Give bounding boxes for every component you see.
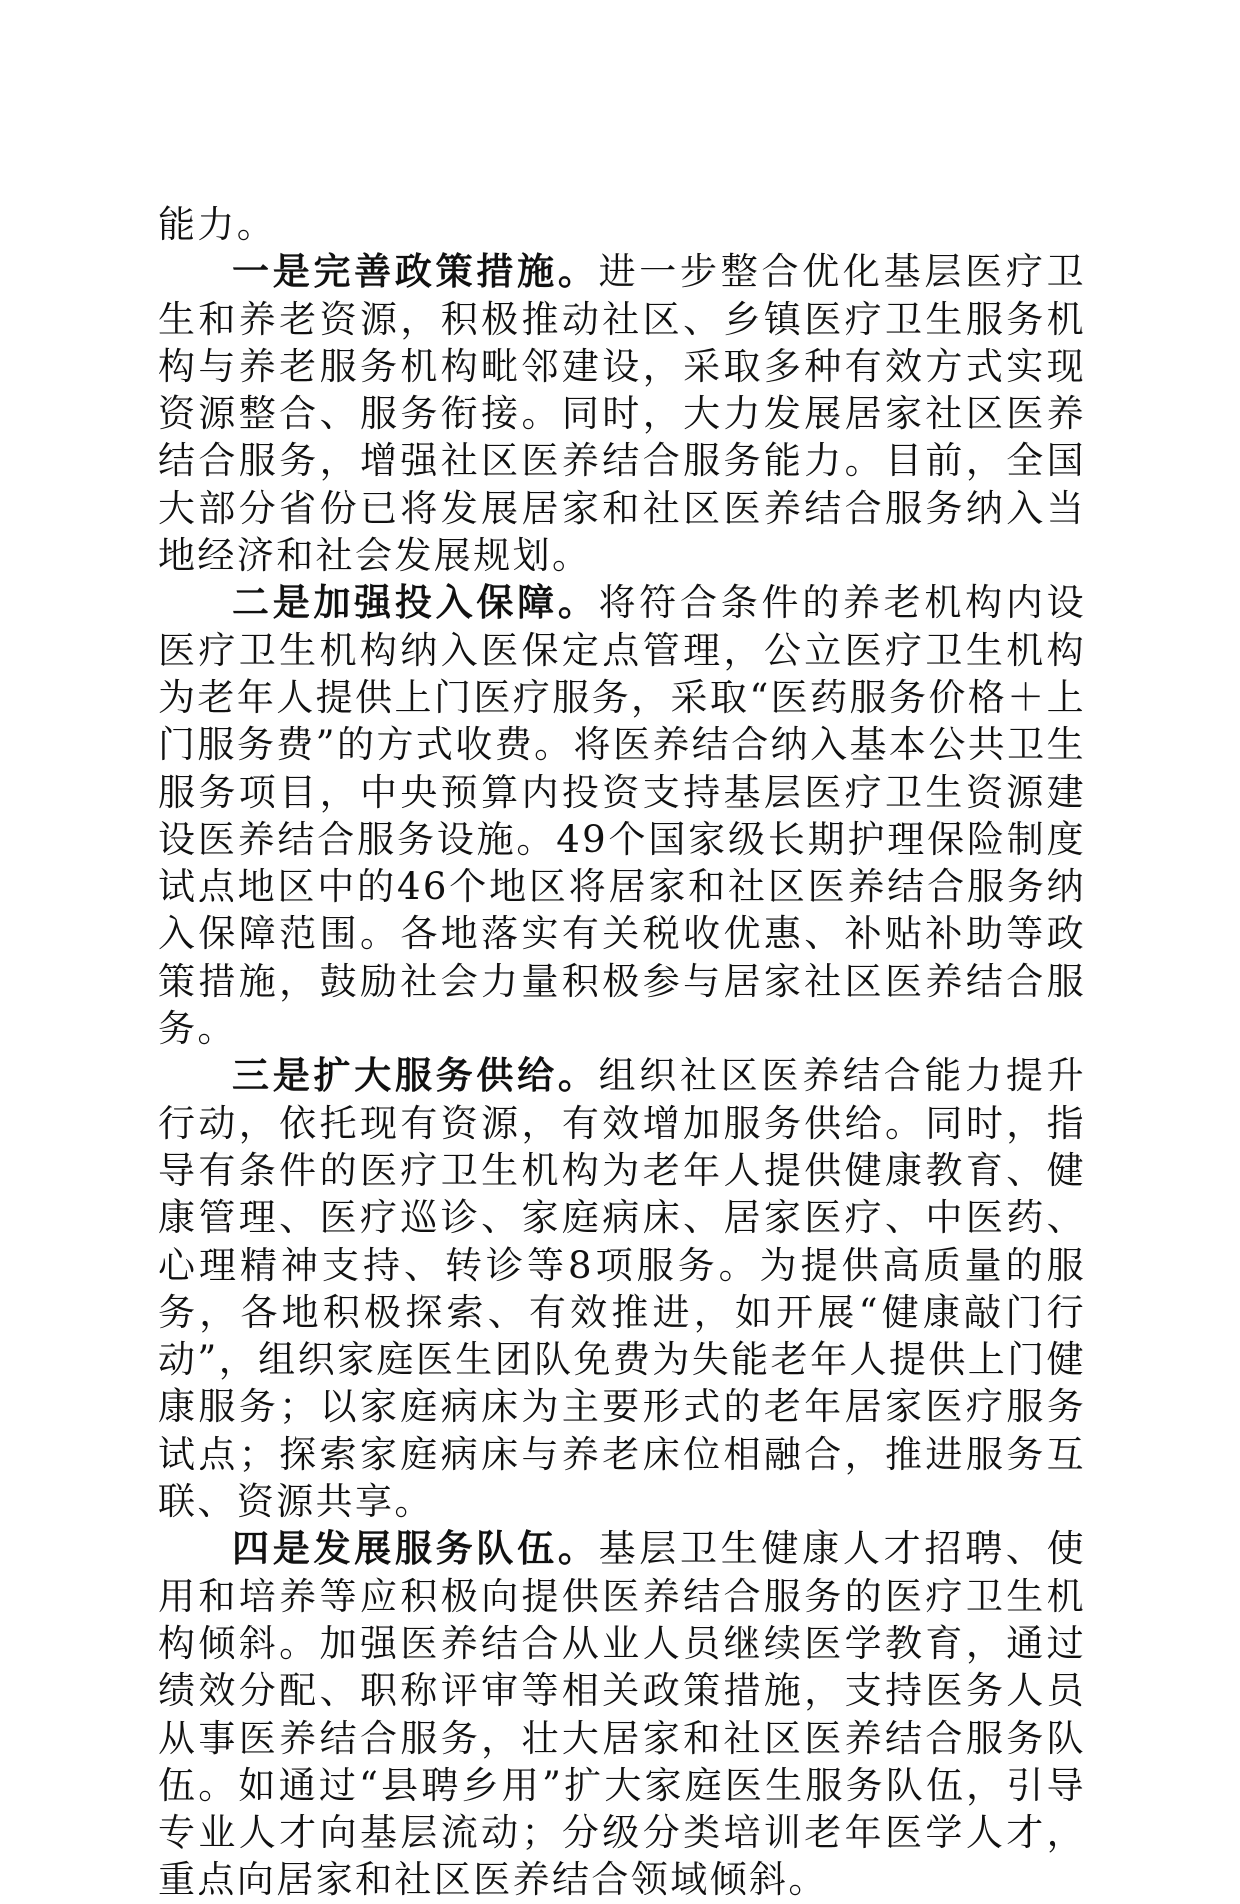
paragraph-continuation xyxy=(158,201,1086,248)
paragraph-lead-heading: 四是发展服务队伍。 xyxy=(232,1527,599,1571)
paragraph-text: 组织社区医养结合能力提升行动，依托现有资源，有效增加服务供给。同时，指导有条件的医疗卫生机构为老年人提供健康教育、健康管理、医疗巡诊、家庭病床、居家医疗、中医药、心理精神支持、转诊等8项服务。为提供高质量的服务，各地积极探索、有效推进，如开展“健康敲门行动”，组织家庭医生团队免费为失能老年人提供上门健康服务；以家庭病床为主要形式的老年居家医疗服务试点；探索家庭病床与养老床位相融合，推进服务互联、资源共享。 xyxy=(158,1054,1086,1524)
paragraph-investment-guarantee xyxy=(158,579,1086,1052)
paragraph-text: 基层卫生健康人才招聘、使用和培养等应积极向提供医养结合服务的医疗卫生机构倾斜。加强医养结合从业人员继续医学教育，通过绩效分配、职称评审等相关政策措施，支持医务人员从事医养结合服务，壮大居家和社区医养结合服务队伍。如通过“县聘乡用”扩大家庭医生服务队伍，引导专业人才向基层流动；分级分类培训老年医学人才，重点向居家和社区医养结合领域倾斜。 xyxy=(158,1527,1086,1902)
paragraph-text: 进一步整合优化基层医疗卫生和养老资源，积极推动社区、乡镇医疗卫生服务机构与养老服务机构毗邻建设，采取多种有效方式实现资源整合、服务衔接。同时，大力发展居家社区医养结合服务，增强社区医养结合服务能力。目前，全国大部分省份已将发展居家和社区医养结合服务纳入当地经济和社会发展规划。 xyxy=(158,250,1086,578)
paragraph-text: 能力。 xyxy=(158,203,277,246)
paragraph-lead-heading: 二是加强投入保障。 xyxy=(232,581,599,625)
paragraph-lead-heading: 一是完善政策措施。 xyxy=(232,250,599,294)
paragraph-policy-measures xyxy=(158,248,1086,579)
document-body xyxy=(158,201,1086,1904)
paragraph-service-supply xyxy=(158,1052,1086,1525)
paragraph-lead-heading: 三是扩大服务供给。 xyxy=(232,1054,599,1098)
paragraph-text: 将符合条件的养老机构内设医疗卫生机构纳入医保定点管理，公立医疗卫生机构为老年人提供上门医疗服务，采取“医药服务价格＋上门服务费”的方式收费。将医养结合纳入基本公共卫生服务项目，中央预算内投资支持基层医疗卫生资源建设医养结合服务设施。49个国家级长期护理保险制度试点地区中的46个地区将居家和社区医养结合服务纳入保障范围。各地落实有关税收优惠、补贴补助等政策措施，鼓励社会力量积极参与居家社区医养结合服务。 xyxy=(158,581,1086,1051)
paragraph-service-team xyxy=(158,1525,1086,1903)
